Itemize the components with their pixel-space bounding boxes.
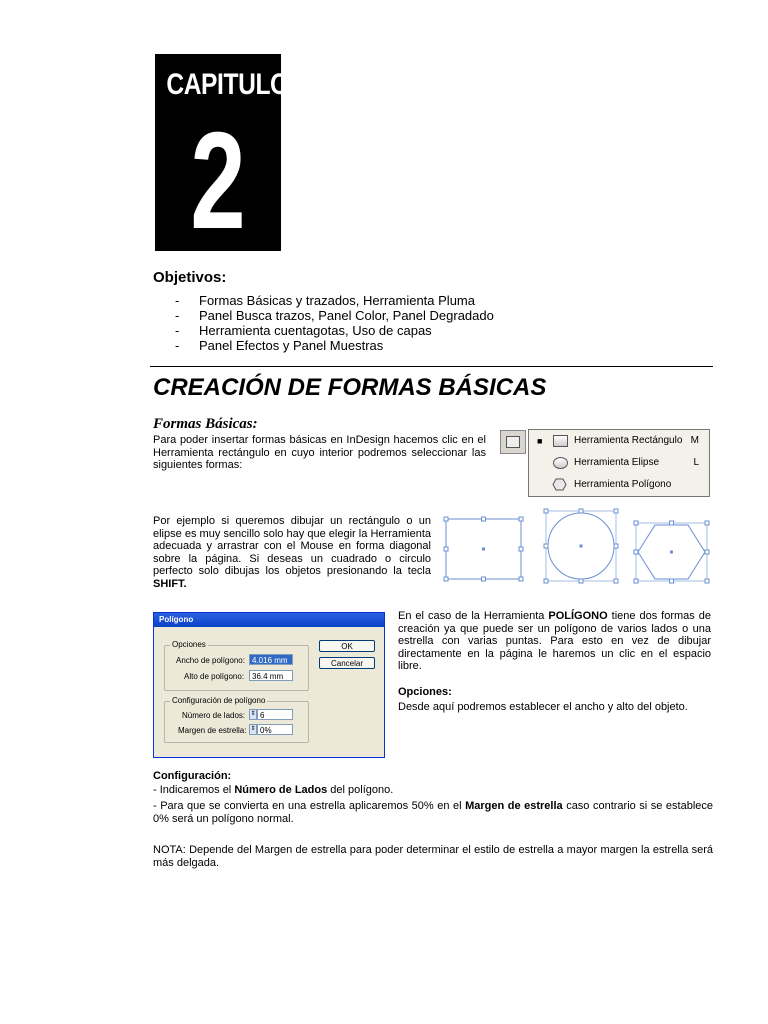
tool-flyout-menu	[528, 429, 710, 497]
list-item: - Panel Busca trazos, Panel Color, Panel Degradado	[175, 308, 494, 323]
menu-item-ellipse[interactable]: Herramienta Elipse L	[529, 453, 709, 473]
example-paragraph: Por ejemplo si queremos dibujar un rectángulo o un elipse es muy sencillo solo hay que elegir la Herramienta adecuada y arrastrar con el Mouse en forma diagonal sobre la página. Si deseas un cuadrado o circulo perfecto solo dibujas los objetos presionando la tecla SHIFT.	[153, 515, 431, 590]
objectives-list	[175, 293, 494, 353]
divider	[150, 366, 713, 367]
star-margin-stepper[interactable]: ⇕	[249, 724, 257, 735]
intro-paragraph: Para poder insertar formas básicas en InDesign hacemos clic en el Herramienta rectángulo en cuyo interior podremos seleccionar las siguientes formas:	[153, 434, 486, 471]
width-label: Ancho de polígono:	[176, 656, 245, 665]
ellipse-tool-icon	[553, 457, 568, 469]
config-line-2: - Para que se convierta en una estrella aplicaremos 50% en el Margen de estrella caso contrario si se establece 0% será un polígono normal.	[153, 800, 714, 825]
star-margin-label: Margen de estrella:	[178, 726, 247, 735]
star-margin-field[interactable]: 0%	[257, 724, 293, 735]
cancel-button[interactable]: Cancelar	[319, 657, 375, 669]
ok-button[interactable]: OK	[319, 640, 375, 652]
polygon-paragraph: En el caso de la Herramienta POLÍGONO tiene dos formas de creación ya que puede ser un polígono de varios lados o una estrella con varias puntas. Para esto en vez de dibujar directamente en la página le haremos un clic en el espacio libre.	[398, 610, 711, 672]
list-item: - Herramienta cuentagotas, Uso de capas	[175, 323, 432, 338]
chapter-badge	[155, 54, 289, 258]
chapter-word: CAPITULO	[166, 68, 289, 101]
circle-shape	[544, 509, 618, 583]
rectangle-tool-icon	[553, 435, 568, 447]
shapes-illustration	[440, 508, 715, 590]
polygon-tool-icon	[552, 478, 567, 491]
options-group	[164, 645, 309, 691]
config-line-1: - Indicaremos el Número de Lados del polígono.	[153, 784, 394, 796]
sides-field[interactable]: 6	[257, 709, 293, 720]
options-text: Desde aquí podremos establecer el ancho y alto del objeto.	[398, 701, 688, 713]
width-field[interactable]: 4.016 mm	[249, 654, 293, 665]
note-paragraph: NOTA: Depende del Margen de estrella para poder determinar el estilo de estrella a mayor margen la estrella será más delgada.	[153, 844, 713, 869]
config-group-label: Configuración de polígono	[172, 696, 266, 705]
hexagon-shape	[634, 521, 709, 583]
section-title: CREACIÓN DE FORMAS BÁSICAS	[153, 374, 547, 401]
height-label: Alto de polígono:	[184, 672, 245, 681]
options-group-label: Opciones	[172, 640, 206, 649]
list-item: - Panel Efectos y Panel Muestras	[175, 338, 384, 353]
chapter-number: 2	[190, 104, 246, 258]
rectangle-shape	[444, 517, 523, 581]
subsection-title: Formas Básicas:	[153, 416, 258, 432]
menu-item-polygon[interactable]: Herramienta Polígono	[529, 475, 709, 495]
list-item: - Formas Básicas y trazados, Herramienta Pluma	[175, 293, 475, 308]
polygon-dialog	[153, 612, 385, 758]
rectangle-tool-icon	[506, 436, 520, 448]
config-group	[164, 701, 309, 743]
objectives-title: Objetivos:	[153, 269, 227, 286]
dialog-title: Polígono	[154, 613, 384, 627]
rectangle-tool-button[interactable]	[500, 430, 526, 454]
sides-label: Número de lados:	[182, 711, 246, 720]
sides-stepper[interactable]: ⇕	[249, 709, 257, 720]
height-field[interactable]: 36.4 mm	[249, 670, 293, 681]
menu-item-rectangle[interactable]: ■ Herramienta Rectángulo M	[537, 435, 699, 446]
options-heading: Opciones:	[398, 686, 452, 698]
config-heading: Configuración:	[153, 770, 232, 782]
